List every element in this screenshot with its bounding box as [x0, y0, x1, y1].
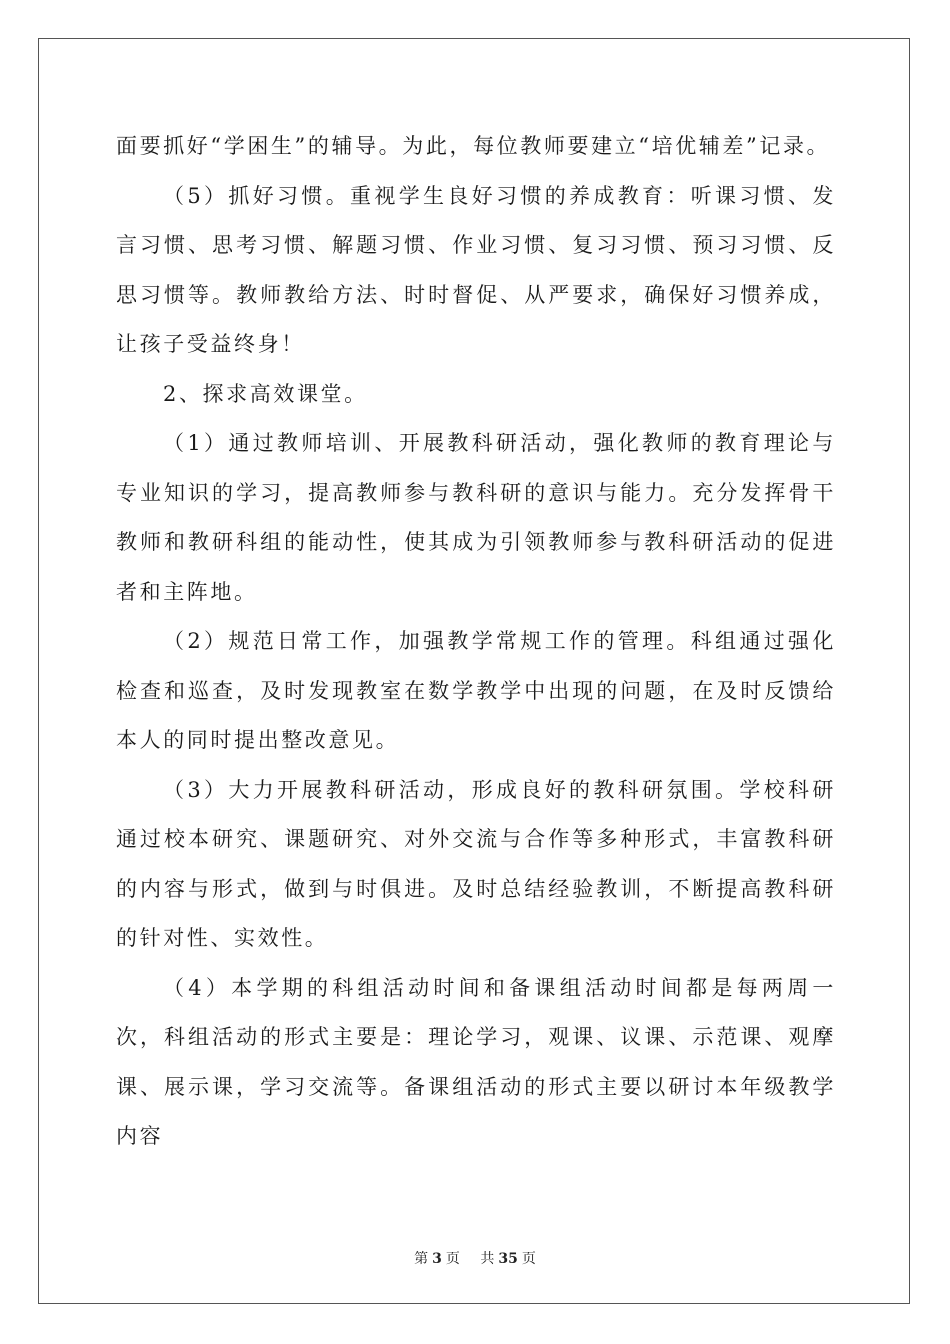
total-indicator — [476, 1251, 539, 1267]
total-suffix: 页 — [521, 1251, 536, 1267]
page-footer — [0, 1248, 950, 1268]
paragraph-0: 面要抓好“学困生”的辅导。为此，每位教师要建立“培优辅差”记录。 — [116, 134, 831, 158]
total-prefix: 共 — [480, 1251, 495, 1267]
paragraph-5: （3）大力开展教科研活动，形成良好的教科研氛围。学校科研通过校本研究、课题研究、对外交流与合作等多种形式，丰富教科研的内容与形式，做到与时俱进。及时总结经验教训，不断提高教科研的针对性、实效性。 — [116, 777, 836, 950]
paragraph-6: （4）本学期的科组活动时间和备课组活动时间都是每两周一次，科组活动的形式主要是：理论学习，观课、议课、示范课、观摩课、展示课，学习交流等。备课组活动的形式主要以研讨本年级教学内容 — [116, 975, 836, 1148]
paragraph-3: （1）通过教师培训、开展教科研活动，强化教师的教育理论与专业知识的学习，提高教师参与教科研的意识与能力。充分发挥骨干教师和教研科组的能动性，使其成为引领教师参与教科研活动的促进者和主阵地。 — [116, 431, 836, 604]
page-suffix: 页 — [445, 1251, 460, 1267]
document-body — [116, 122, 836, 1162]
page-prefix: 第 — [414, 1251, 429, 1267]
paragraph-1: （5）抓好习惯。重视学生良好习惯的养成教育：听课习惯、发言习惯、思考习惯、解题习惯、作业习惯、复习习惯、预习习惯、反思习惯等。教师教给方法、时时督促、从严要求，确保好习惯养成，让孩子受益终身！ — [116, 183, 836, 356]
paragraph-2: 2、探求高效课堂。 — [163, 381, 368, 406]
page-indicator — [410, 1251, 464, 1267]
page-number: 3 — [432, 1251, 442, 1267]
paragraph-4: （2）规范日常工作，加强教学常规工作的管理。科组通过强化检查和巡查，及时发现教室在数学教学中出现的问题，在及时反馈给本人的同时提出整改意见。 — [116, 629, 836, 752]
total-pages: 35 — [498, 1251, 518, 1267]
